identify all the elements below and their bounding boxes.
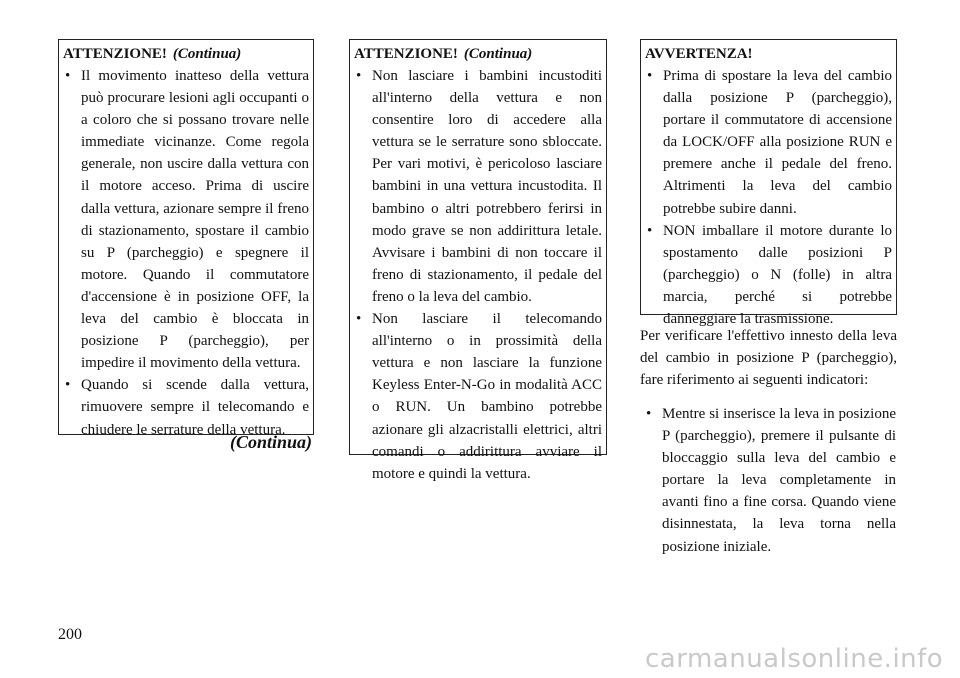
warning-box-2-item: • Non lasciare i bambini incustoditi all'interno della vettura e non consentire loro di accedere alla vettura se le serrature sono sbloccate. Per vari motivi, è pericoloso lasciare bambini in una vettura incustodita. Il bambino o altri potrebbero ferirsi in modo grave se non addirittura letale. Avvisare i bambini di non toccare il freno di stazionamento, il pedale del freno o la leva del cambio. xyxy=(354,65,602,308)
indicator-item: • Mentre si inserisce la leva in posizione P (parcheggio), premere il pulsante di bloccaggio sulla leva del cambio e portare la leva completamente in avanti fino a fine corsa. Quando viene disinnestata, la leva torna nella posizione iniziale. xyxy=(644,403,896,558)
warning-box-1 xyxy=(58,39,314,438)
warning-box-2 xyxy=(349,39,607,482)
caution-box xyxy=(640,39,897,328)
warning-box-1-header xyxy=(63,43,309,65)
page-number: 200 xyxy=(58,626,82,643)
caution-box-list xyxy=(645,65,892,330)
caution-box-title: AVVERTENZA! xyxy=(645,46,753,62)
warning-box-1-item: • Quando si scende dalla vettura, rimuovere sempre il telecomando e chiudere le serrature della vettura. xyxy=(63,374,309,440)
warning-box-1-item: • Il movimento inatteso della vettura può procurare lesioni agli occupanti o a coloro che si possano trovare nelle immediate vicinanze. Come regola generale, non uscire dalla vettura con il motore acceso. Prima di uscire dalla vettura, azionare sempre il freno di stazionamento, spostare il cambio su P (parcheggio) e spegnere il motore. Quando il commutatore d'accensione è in posizione OFF, la leva del cambio è bloccata in posizione P (parcheggio), per impedire il movimento della vettura. xyxy=(63,65,309,374)
warning-box-1-continued: (Continua) xyxy=(172,46,242,62)
warning-box-2-item: • Non lasciare il telecomando all'interno o in prossimità della vettura e non lasciare la funzione Keyless Enter-N-Go in modalità ACC o RUN. Un bambino potrebbe azionare gli alzacristalli elettrici, altri comandi o addirittura avviare il motore e quindi la vettura. xyxy=(354,308,602,485)
caution-box-item: • Prima di spostare la leva del cambio dalla posizione P (parcheggio), portare il commutatore di accensione da LOCK/OFF alla posizione RUN e premere anche il pedale del freno. Altrimenti la leva del cambio potrebbe subire danni. xyxy=(645,65,892,220)
watermark: carmanualsonline.info xyxy=(645,644,944,674)
intro-paragraph: Per verificare l'effettivo innesto della leva del cambio in posizione P (parcheggio), fare riferimento ai seguenti indicatori: xyxy=(640,328,897,389)
warning-box-2-continued: (Continua) xyxy=(463,46,533,62)
caution-box-item: • NON imballare il motore durante lo spostamento dalle posizioni P (parcheggio) o N (folle) in altra marcia, perché si potrebbe danneggiare la trasmissione. xyxy=(645,220,892,330)
warning-box-2-header xyxy=(354,43,602,65)
warning-box-2-title: ATTENZIONE! xyxy=(354,46,458,62)
warning-box-1-title: ATTENZIONE! xyxy=(63,46,167,62)
indicator-list xyxy=(644,403,896,558)
warning-box-2-list xyxy=(354,65,602,485)
continua-footer: (Continua) xyxy=(230,432,313,452)
warning-box-1-list xyxy=(63,65,309,441)
